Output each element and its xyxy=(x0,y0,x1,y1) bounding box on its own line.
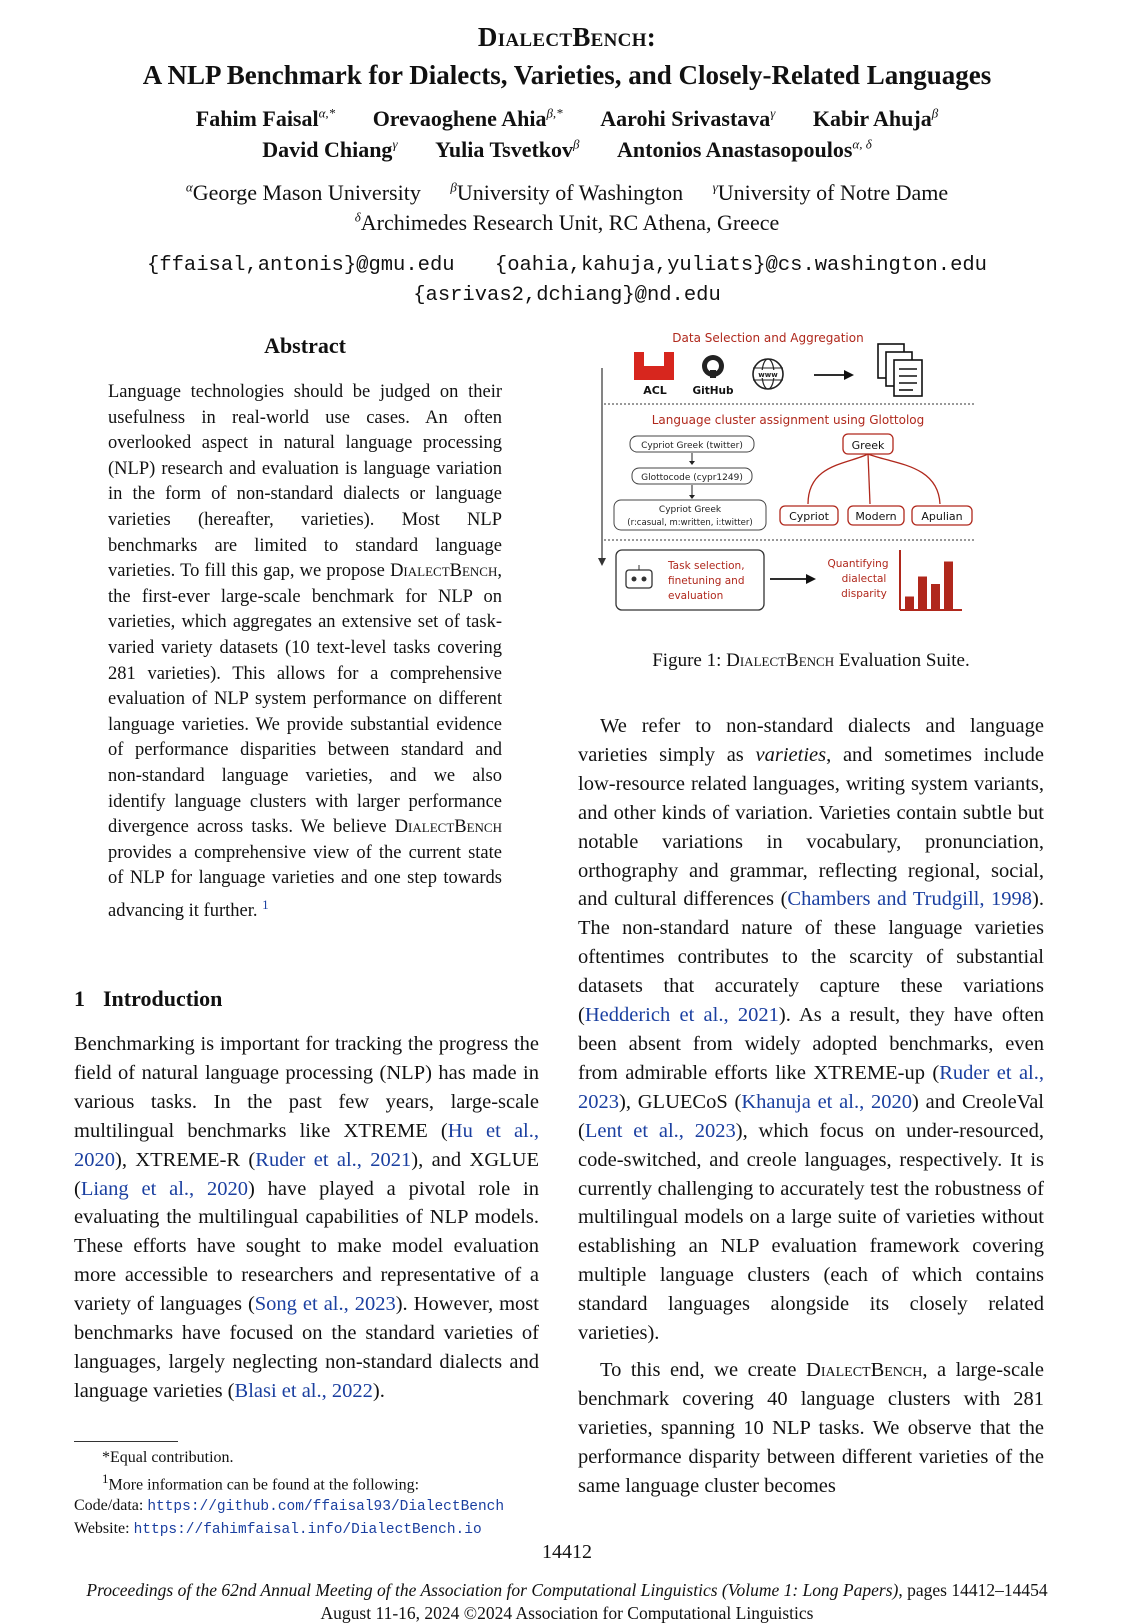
citation-link[interactable]: Chambers and Trudgill, 1998 xyxy=(787,888,1033,911)
intro-left-paragraph: Benchmarking is important for tracking the progress the field of natural language processing (NLP) has made in various tasks. In the past few years, large-scale multilingual benchmarks like XTREME (Hu et al., 2020), XTREME-R (Ruder et al., 2021), and XGLUE (Liang et al., 2020) have played a pivotal role in evaluating the multilingual capabilities of NLP models. These efforts have sought to make model evaluation more accessible to researchers and representative of a variety of languages (Song et al., 2023). However, most benchmarks have focused on the standard varieties of languages, largely neglecting non-standard dialects and language varieties (Blasi et al., 2022). xyxy=(74,1033,539,1402)
affiliation: $^\alpha$George Mason University xyxy=(185,180,421,206)
svg-text:(r:casual, m:written, i:twitte: (r:casual, m:written, i:twitter) xyxy=(627,518,753,528)
citation-link[interactable]: Ruder et al., 2021 xyxy=(255,1148,412,1171)
tree-edge xyxy=(868,454,940,504)
affiliation: $^\delta$Archimedes Research Unit, RC Athena, Greece xyxy=(354,210,780,236)
email-line-1 xyxy=(0,254,1134,277)
svg-text:Quantifying: Quantifying xyxy=(827,558,889,570)
author: Antonios Anastasopoulos$^{\alpha, \delta}$ xyxy=(617,137,872,163)
email-line-2 xyxy=(0,284,1134,307)
benchmark-name: DialectBench xyxy=(806,1358,923,1381)
figure-header-text: Data Selection and Aggregation xyxy=(672,331,864,345)
acl-logo-icon xyxy=(634,352,674,397)
svg-text:dialectal: dialectal xyxy=(841,573,887,585)
citation-link[interactable]: Song et al., 2023 xyxy=(254,1293,396,1316)
author-line-1 xyxy=(0,106,1134,132)
footnote-website: Website: https://fahimfaisal.info/DialectBench.io xyxy=(74,1520,482,1539)
bar-icon-bar xyxy=(918,577,927,610)
footnote-equal: *Equal contribution. xyxy=(102,1449,234,1466)
citation-link[interactable]: Hu et al., 2020 xyxy=(74,1119,539,1171)
affiliation: $^\gamma$University of Notre Dame xyxy=(712,180,949,206)
citation-link[interactable]: Hedderich et al., 2021 xyxy=(584,1004,779,1027)
page-number: 14412 xyxy=(542,1541,592,1563)
tree-edge xyxy=(808,454,868,504)
author: David Chiang$^\gamma$ xyxy=(262,137,398,163)
footnote-code: Code/data: https://github.com/ffaisal93/DialectBench xyxy=(74,1497,505,1516)
footnotes xyxy=(74,1447,554,1541)
author: Orevaoghene Ahia$^{\beta,*}$ xyxy=(372,106,563,132)
svg-text:Greek: Greek xyxy=(851,439,885,452)
github-icon xyxy=(692,355,733,397)
affiliation: $^\beta$University of Washington xyxy=(450,180,684,206)
abstract-body: Language technologies should be judged on their usefulness in real-world use cases. An often overlooked aspect in natural language processing (NLP) research and evaluation is language variation in the form of non-standard dialects or language varieties (hereafter, varieties). Most NLP benchmarks are limited to standard language varieties. To fill this gap, we propose DialectBench, the first-ever large-scale benchmark for NLP on varieties, which aggregates an extensive set of task-varied variety datasets (10 text-level tasks covering 281 varieties). This allows for a comprehensive evaluation of NLP system performance on different language varieties. We provide substantial evidence of performance disparities between standard and non-standard language varieties, and we also identify language clusters with larger performance divergence across tasks. We believe DialectBench provides a comprehensive view of the current state of NLP for language varieties and one step towards advancing it further. $^1$ xyxy=(108,382,502,922)
svg-text:Modern: Modern xyxy=(855,510,897,523)
paper-title-line2: A NLP Benchmark for Dialects, Varieties, and Closely-Related Languages xyxy=(142,60,992,90)
citation-link[interactable]: Lent et al., 2023 xyxy=(584,1119,736,1142)
email: {asrivas2,dchiang}@nd.edu xyxy=(413,284,721,307)
flow-connector-head xyxy=(689,461,695,465)
citation-link[interactable]: Blasi et al., 2022 xyxy=(234,1379,373,1402)
abstract-heading: Abstract xyxy=(264,333,346,358)
footnote-link[interactable]: 1 xyxy=(262,896,269,912)
svg-text:GitHub: GitHub xyxy=(692,385,734,397)
svg-text:disparity: disparity xyxy=(841,588,887,600)
benchmark-name: DialectBench xyxy=(390,561,498,582)
arrow-head xyxy=(806,574,816,584)
bar-icon-bar xyxy=(905,597,914,610)
citation-link[interactable]: Ruder et al., 2023 xyxy=(578,1061,1044,1113)
svg-text:Cypriot Greek (twitter): Cypriot Greek (twitter) xyxy=(641,441,743,451)
citation-link[interactable]: Khanuja et al., 2020 xyxy=(741,1090,913,1113)
email: {ffaisal,antonis}@gmu.edu xyxy=(147,254,455,277)
flow-connector-head xyxy=(689,495,695,499)
figure-caption: Figure 1: DialectBench Evaluation Suite. xyxy=(652,650,970,671)
svg-text:Apulian: Apulian xyxy=(921,510,963,523)
svg-text:Cypriot Greek: Cypriot Greek xyxy=(658,505,722,515)
bar-icon-bar xyxy=(944,562,953,610)
arrow-head xyxy=(844,370,854,380)
author: Aarohi Srivastava$^\gamma$ xyxy=(600,106,776,132)
website-url-link[interactable]: https://fahimfaisal.info/DialectBench.io xyxy=(133,1522,482,1539)
section-heading: 1 Introduction xyxy=(74,986,223,1011)
intro-paragraph: To this end, we create DialectBench, a large-scale benchmark covering 40 language clusters with 281 varieties, spanning 10 NLP tasks. We observe that the performance disparity between different varieties of the same language cluster becomes xyxy=(578,1358,1044,1497)
svg-text:Glottocode (cypr1249): Glottocode (cypr1249) xyxy=(641,473,743,483)
globe-icon xyxy=(753,359,783,389)
tree-edge xyxy=(868,454,870,504)
documents-icon xyxy=(878,344,922,396)
proceedings-line: Proceedings of the 62nd Annual Meeting of the Association for Computational Linguistics (Volume 1: Long Papers), pages 14412–14454 xyxy=(86,1580,1048,1600)
paper-title-line1: DialectBench: xyxy=(477,22,657,52)
footnote-1: $^1$More information can be found at the following: xyxy=(102,1471,420,1494)
author: Yulia Tsvetkov$^\beta$ xyxy=(435,137,580,163)
svg-text:www: www xyxy=(758,371,778,379)
cluster-header-text: Language cluster assignment using Glottolog xyxy=(651,413,925,427)
author: Kabir Ahuja$^\beta$ xyxy=(812,106,939,132)
svg-text:Cypriot: Cypriot xyxy=(789,510,829,523)
svg-text:evaluation: evaluation xyxy=(668,590,724,602)
figure-diagram xyxy=(608,331,1014,636)
intro-right-column xyxy=(578,712,1044,1500)
intro-paragraph: We refer to non-standard dialects and language varieties simply as varieties, and sometimes include low-resource related languages, writing system variants, and other kinds of variation. Varieties contain subtle but notable variations in vocabulary, pronunciation, orthography and grammar, reflecting regional, social, and cultural differences (Chambers and Trudgill, 1998). The non-standard nature of these language varieties oftentimes contributes to the scarcity of substantial datasets that accurately capture these variations (Hedderich et al., 2021). As a result, they have often been absent from widely adopted benchmarks, even from admirable efforts like XTREME-up (Ruder et al., 2023), GLUECoS (Khanuja et al., 2020) and CreoleVal (Lent et al., 2023), which focus on under-resourced, code-switched, and creole languages, respectively. It is currently challenging to accurately test the robustness of multilingual models on a large suite of varieties without establishing an NLP evaluation framework covering multiple language clusters (each of which contains standard languages alongside its closely related varieties). xyxy=(578,715,1045,1345)
code-url-link[interactable]: https://github.com/ffaisal93/DialectBench xyxy=(147,1499,505,1516)
affiliation-line-2 xyxy=(0,210,1134,236)
svg-text:finetuning and: finetuning and xyxy=(668,575,745,587)
author: Fahim Faisal$^{\alpha,*}$ xyxy=(195,106,336,132)
bar-chart-icon xyxy=(900,550,962,610)
svg-text:Task selection,: Task selection, xyxy=(668,560,745,572)
benchmark-name: DialectBench xyxy=(394,817,502,838)
email: {oahia,kahuja,yuliats}@cs.washington.edu xyxy=(494,254,987,277)
date-line: August 11-16, 2024 ©2024 Association for Computational Linguistics xyxy=(320,1603,814,1623)
svg-text:ACL: ACL xyxy=(643,384,667,397)
footnote-rule xyxy=(74,1441,178,1442)
citation-link[interactable]: Liang et al., 2020 xyxy=(80,1177,248,1200)
author-line-2 xyxy=(0,137,1134,163)
flow-arrow-head xyxy=(598,558,606,566)
bar-icon-bar xyxy=(931,584,940,609)
affiliation-line-1 xyxy=(0,180,1134,206)
figure-1 xyxy=(608,331,1014,636)
